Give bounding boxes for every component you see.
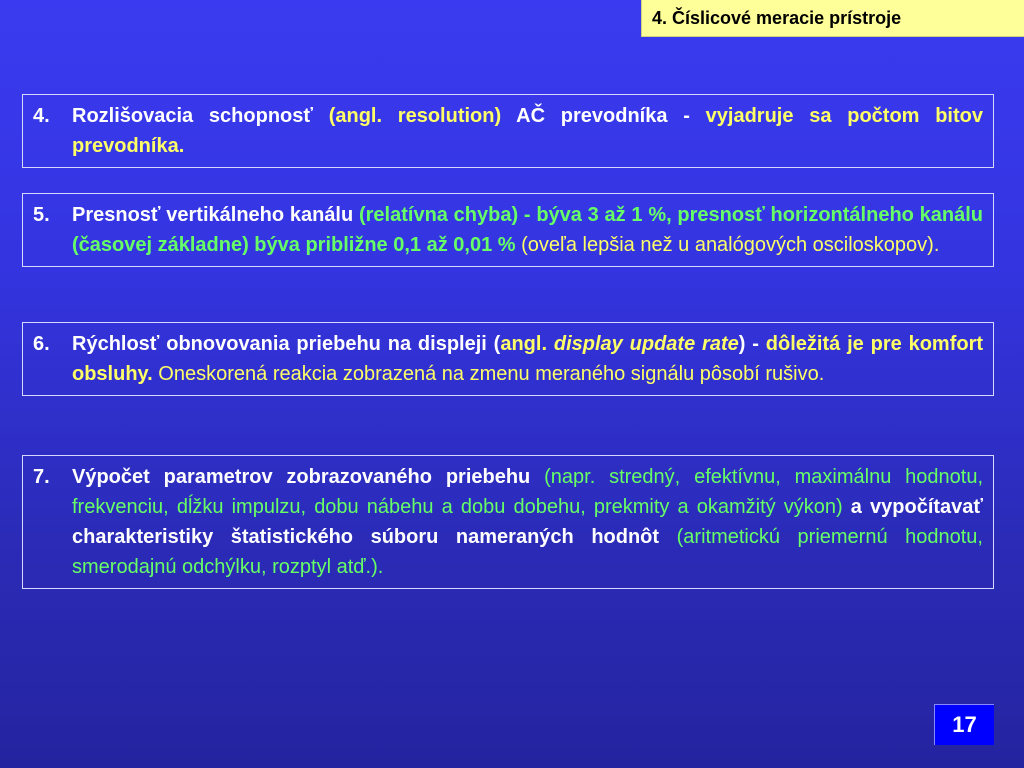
- item-6-box: [22, 322, 994, 396]
- item-6-note: Oneskorená reakcia zobrazená na zmenu meraného signálu pôsobí rušivo.: [152, 363, 825, 385]
- item-5-note: (oveľa lepšia než u analógových osciloskopov).: [515, 234, 940, 256]
- item-7-examples: (napr. stredný, efektívnu, maximálnu hodnotu, frekvenciu, dĺžku impulzu, dobu nábehu a dobu dobehu, prekmity a okamžitý výkon): [72, 466, 984, 518]
- item-number: 4.: [33, 105, 50, 127]
- item-4-definition: vyjadruje sa počtom bitov prevodníka.: [72, 105, 983, 157]
- item-4-angl: (angl. resolution): [312, 105, 517, 127]
- item-6-angl: angl.: [500, 333, 554, 355]
- item-5-term: Presnosť vertikálneho kanálu: [72, 204, 359, 226]
- item-5-box: [22, 193, 994, 267]
- item-6-term: Rýchlosť obnovovania priebehu na displeji (: [72, 333, 501, 355]
- item-number: 7.: [33, 466, 50, 488]
- item-4-subject: AČ prevodníka -: [516, 105, 706, 127]
- item-number: 5.: [33, 204, 50, 226]
- item-6-english-term: display update rate: [553, 333, 739, 355]
- item-7-term: Výpočet parametrov zobrazovaného priebehu: [72, 466, 531, 488]
- item-4-box: [22, 94, 994, 168]
- item-6-dash: ) -: [738, 333, 766, 355]
- item-number: 6.: [33, 333, 50, 355]
- slide-section-title: 4. Číslicové meracie prístroje: [641, 0, 1024, 37]
- page-number-badge: 17: [934, 704, 994, 745]
- item-7-stat-examples: (aritmetickú priemernú hodnotu, smerodajnú odchýlku, rozptyl atď.).: [72, 526, 983, 578]
- item-4-term: Rozlišovacia schopnosť: [72, 105, 313, 127]
- item-5-values: (relatívna chyba) - býva 3 až 1 %, presnosť horizontálneho kanálu (časovej základne) býva približne 0,1 až 0,01 %: [72, 204, 984, 256]
- item-7-statistics: a vypočítavať charakteristiky štatistického súboru nameraných hodnôt: [72, 496, 983, 548]
- item-6-importance: dôležitá je pre komfort obsluhy.: [72, 333, 984, 385]
- item-7-box: [22, 455, 994, 589]
